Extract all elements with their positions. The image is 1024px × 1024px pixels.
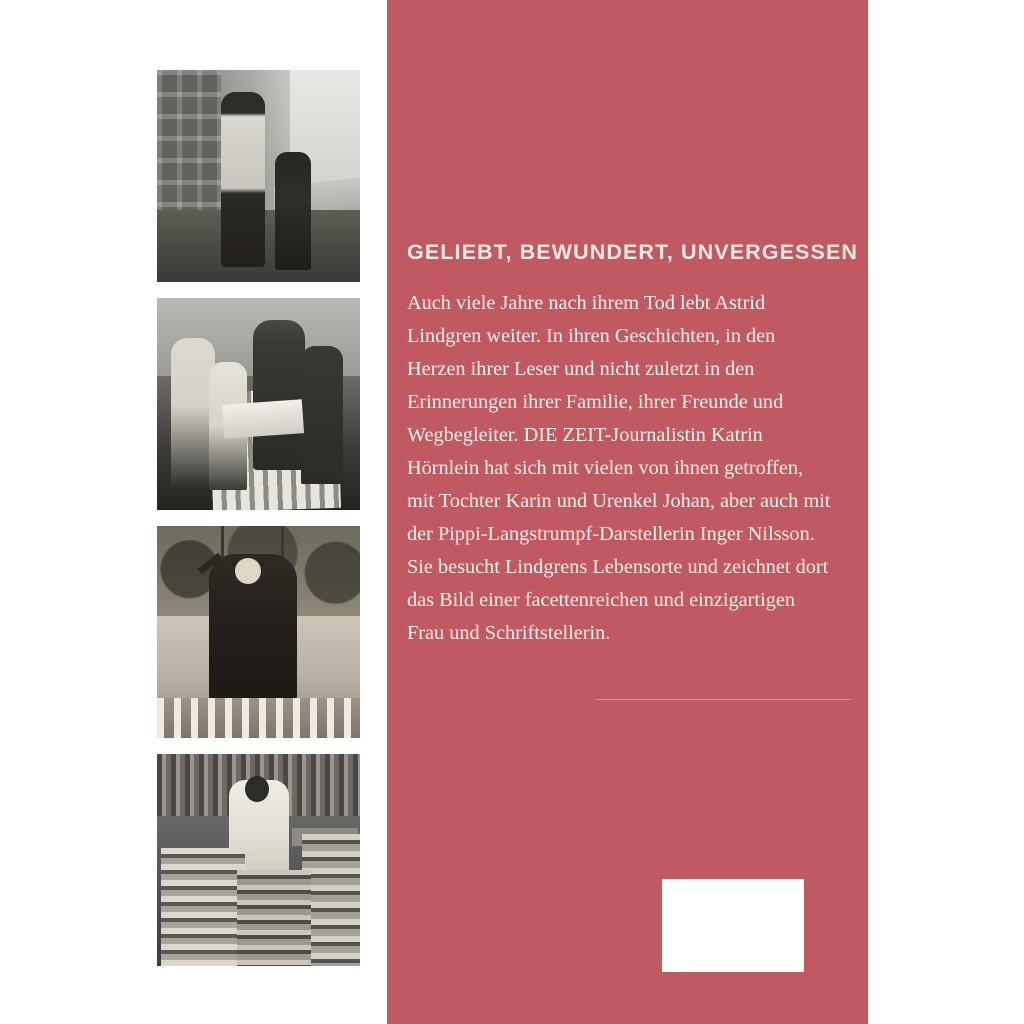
photo-2-woman-figure [253, 320, 305, 470]
photo-4-head [245, 776, 269, 802]
photo-2-image [157, 298, 360, 510]
blurb-block [407, 240, 859, 650]
blurb-divider [596, 699, 851, 700]
photo-strip [0, 0, 387, 1024]
photo-1-building [157, 70, 221, 220]
photo-3-image [157, 526, 360, 738]
photo-2-book [222, 399, 304, 438]
photo-2-child-right [301, 346, 343, 484]
photo-4-image [157, 754, 360, 966]
blurb-text: Auch viele Jahre nach ihrem Tod lebt Astrid Lindgren weiter. In ihren Geschichten, in den Herzen ihrer Leser und nicht zuletzt in den Erinnerungen ihrer Familie, ihrer Freunde und Wegbegleiter. DIE ZEIT-Journalistin Katrin Hörnlein hat sich mit vielen von ihnen getroffen, mit Tochter Karin und Urenkel Johan, aber auch mit der Pippi-Langstrumpf-Darstellerin Inger Nilsson. Sie besucht Lindgrens Lebensorte und zeichnet dort das Bild einer facettenreichen und einzigartigen Frau und Schriftstellerin. [407, 292, 831, 644]
photo-woman-with-book-stacks [157, 754, 360, 966]
photo-1-woman-figure [221, 92, 265, 267]
photo-4-book-stack-left [161, 848, 245, 966]
photo-1-image [157, 70, 360, 282]
photo-4-book-stack-center [237, 870, 311, 966]
blurb-heading: GELIEBT, BEWUNDERT, UNVERGESSEN [407, 240, 859, 264]
right-margin [868, 0, 1024, 1024]
photo-woman-and-child-on-street [157, 70, 360, 282]
back-cover-panel [387, 0, 868, 1024]
photo-3-face [235, 558, 261, 584]
isbn-barcode-box [662, 879, 804, 972]
photo-3-fence [157, 698, 360, 738]
photo-woman-on-swing [157, 526, 360, 738]
photo-woman-reading-to-children [157, 298, 360, 510]
photo-1-child-figure [275, 152, 311, 270]
